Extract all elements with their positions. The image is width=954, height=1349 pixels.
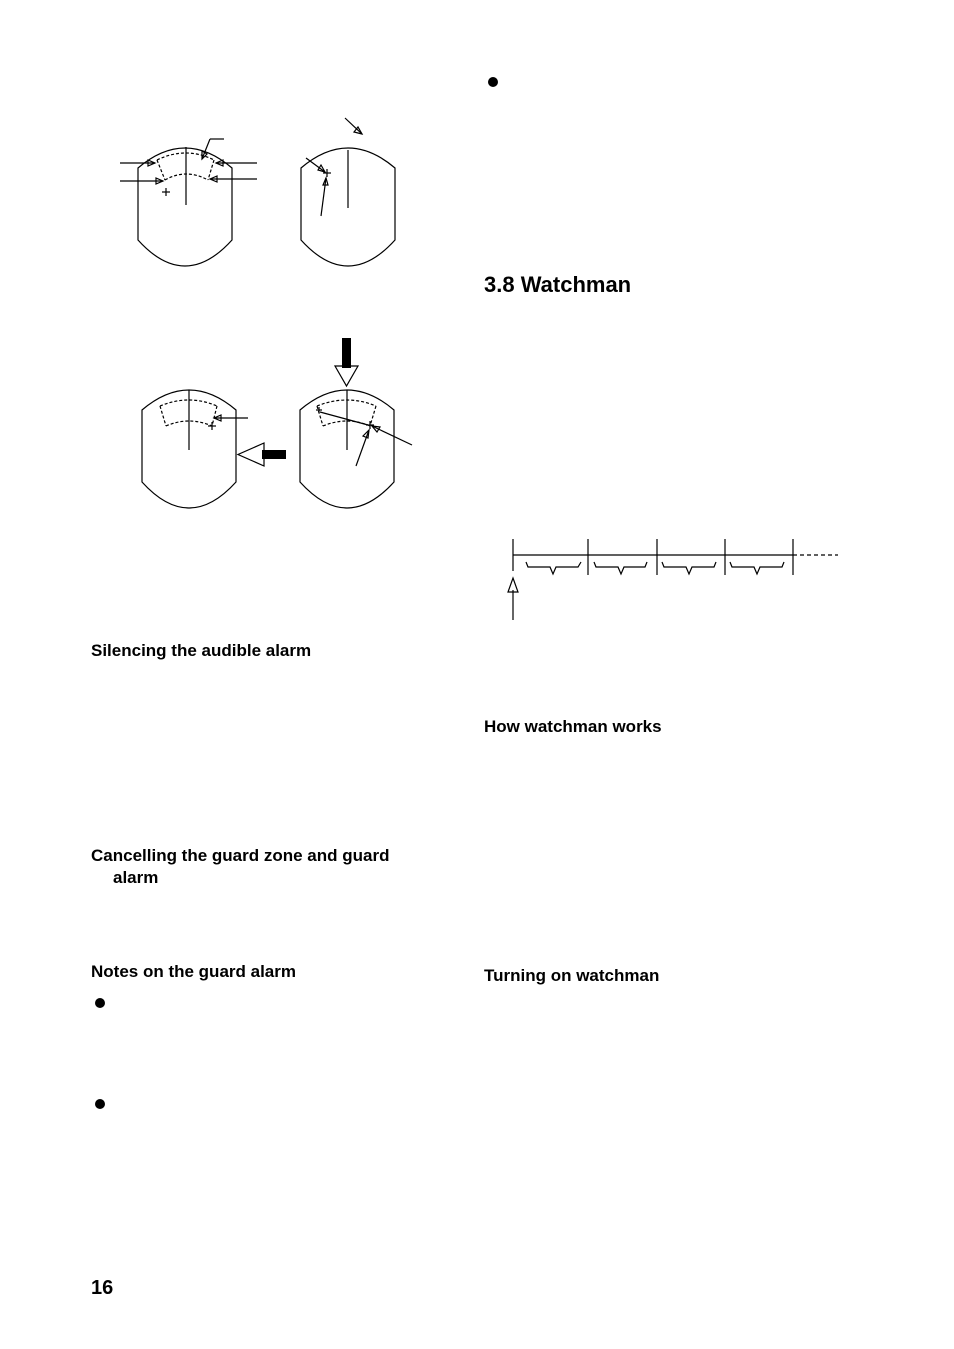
bullet-marker: [95, 998, 105, 1008]
heading-how-watchman-works: How watchman works: [484, 717, 662, 736]
heading-notes-guard-alarm: Notes on the guard alarm: [91, 962, 296, 981]
bullet-marker: [488, 77, 498, 87]
heading-cancelling-line1: Cancelling the guard zone and guard: [91, 846, 390, 865]
page-number: 16: [91, 1277, 114, 1299]
heading-turning-on-watchman: Turning on watchman: [484, 966, 660, 985]
heading-silencing-alarm: Silencing the audible alarm: [91, 641, 312, 660]
heading-cancelling-line2: alarm: [113, 868, 159, 887]
watchman-timeline-figure: [0, 0, 954, 640]
heading-cancelling-guard-zone: [91, 845, 389, 889]
section-title-watchman: 3.8 Watchman: [484, 272, 632, 297]
bullet-marker: [95, 1099, 105, 1109]
